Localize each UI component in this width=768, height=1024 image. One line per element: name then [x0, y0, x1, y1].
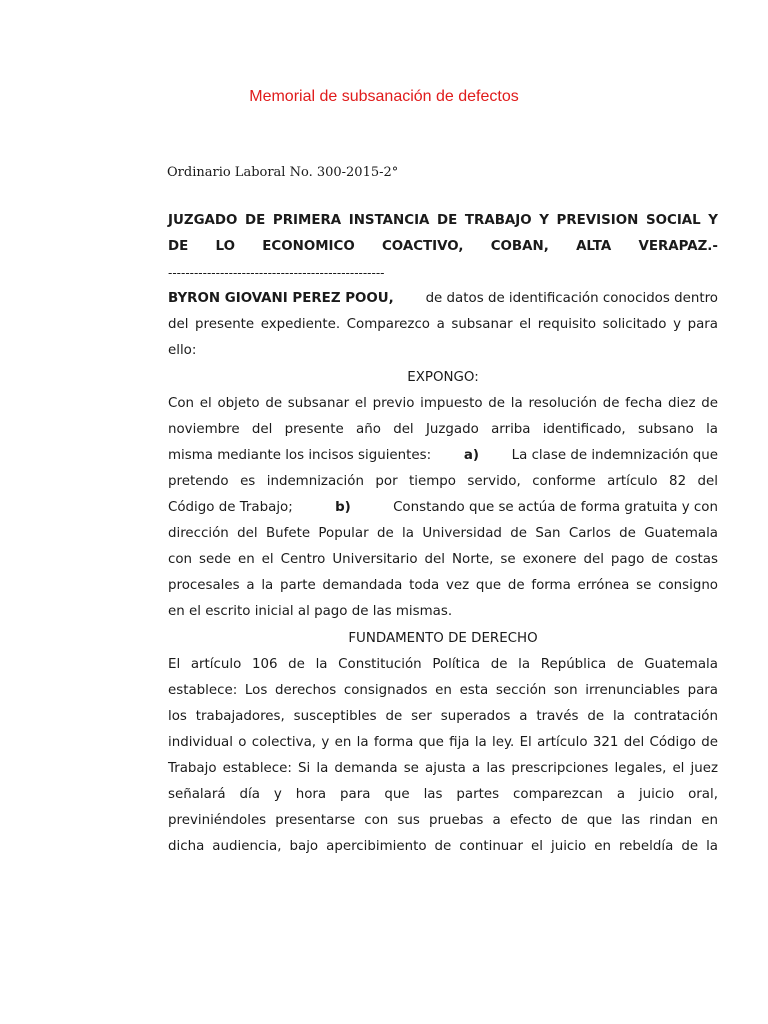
- heading-expongo: EXPONGO:: [407, 369, 479, 385]
- intro-line-3: ello:: [168, 343, 197, 359]
- item-marker-a: a): [463, 447, 479, 463]
- fundamento-line: Trabajo establece: Si la demanda se ajusta a las prescripciones legales, el juez: [168, 760, 718, 776]
- fundamento-line: dicha audiencia, bajo apercibimiento de continuar el juicio en rebeldía de la: [168, 839, 718, 855]
- expongo-line: con sede en el Centro Universitario del Norte, se exonere del pago de costas: [168, 552, 718, 568]
- expongo-line: misma mediante los incisos siguientes: a) La clase de indemnización que: [168, 443, 718, 469]
- document-body: [168, 208, 718, 860]
- expongo-line: Código de Trabajo; b) Constando que se actúa de forma gratuita y con: [168, 495, 718, 521]
- fundamento-line: El artículo 106 de la Constitución Política de la República de Guatemala: [168, 656, 718, 672]
- document-title: Memorial de subsanación de defectos: [249, 88, 519, 105]
- fundamento-line: señalará día y hora para que las partes comparezcan a juicio oral,: [168, 787, 718, 803]
- court-line-1: JUZGADO DE PRIMERA INSTANCIA DE TRABAJO Y PREVISION SOCIAL Y: [168, 213, 718, 228]
- item-marker-b: b): [335, 500, 351, 516]
- expongo-line: en el escrito inicial al pago de las mismas.: [168, 604, 453, 620]
- court-line-2: DE LO ECONOMICO COACTIVO, COBAN, ALTA VERAPAZ.-: [168, 239, 718, 255]
- fundamento-line: los trabajadores, susceptibles de ser superados a través de la contratación: [168, 708, 718, 724]
- case-reference: Ordinario Laboral No. 300-2015-2°: [167, 165, 399, 180]
- petitioner-name: BYRON GIOVANI PEREZ POOU,: [168, 291, 394, 307]
- fundamento-line: individual o colectiva, y en la forma que fija la ley. El artículo 321 del Código de: [168, 734, 718, 750]
- fundamento-line: previniéndoles presentarse con sus pruebas a efecto de que las rindan en: [168, 813, 718, 829]
- expongo-line: pretendo es indemnización por tiempo servido, conforme artículo 82 del: [168, 473, 718, 489]
- expongo-line: Con el objeto de subsanar el previo impuesto de la resolución de fecha diez de: [168, 395, 718, 411]
- expongo-line: dirección del Bufete Popular de la Universidad de San Carlos de Guatemala: [168, 526, 718, 542]
- heading-fundamento: FUNDAMENTO DE DERECHO: [348, 630, 538, 646]
- fundamento-line: establece: Los derechos consignados en esta sección son irrenunciables para: [168, 682, 718, 698]
- intro-line-2: del presente expediente. Comparezco a subsanar el requisito solicitado y para: [168, 317, 718, 333]
- intro-line-1: BYRON GIOVANI PEREZ POOU, de datos de identificación conocidos dentro: [168, 286, 718, 312]
- expongo-line: noviembre del presente año del Juzgado arriba identificado, subsano la: [168, 421, 718, 437]
- dash-separator: --------------------------------------------------: [168, 266, 385, 281]
- expongo-line: procesales a la parte demandada toda vez que de forma errónea se consigno: [168, 578, 718, 594]
